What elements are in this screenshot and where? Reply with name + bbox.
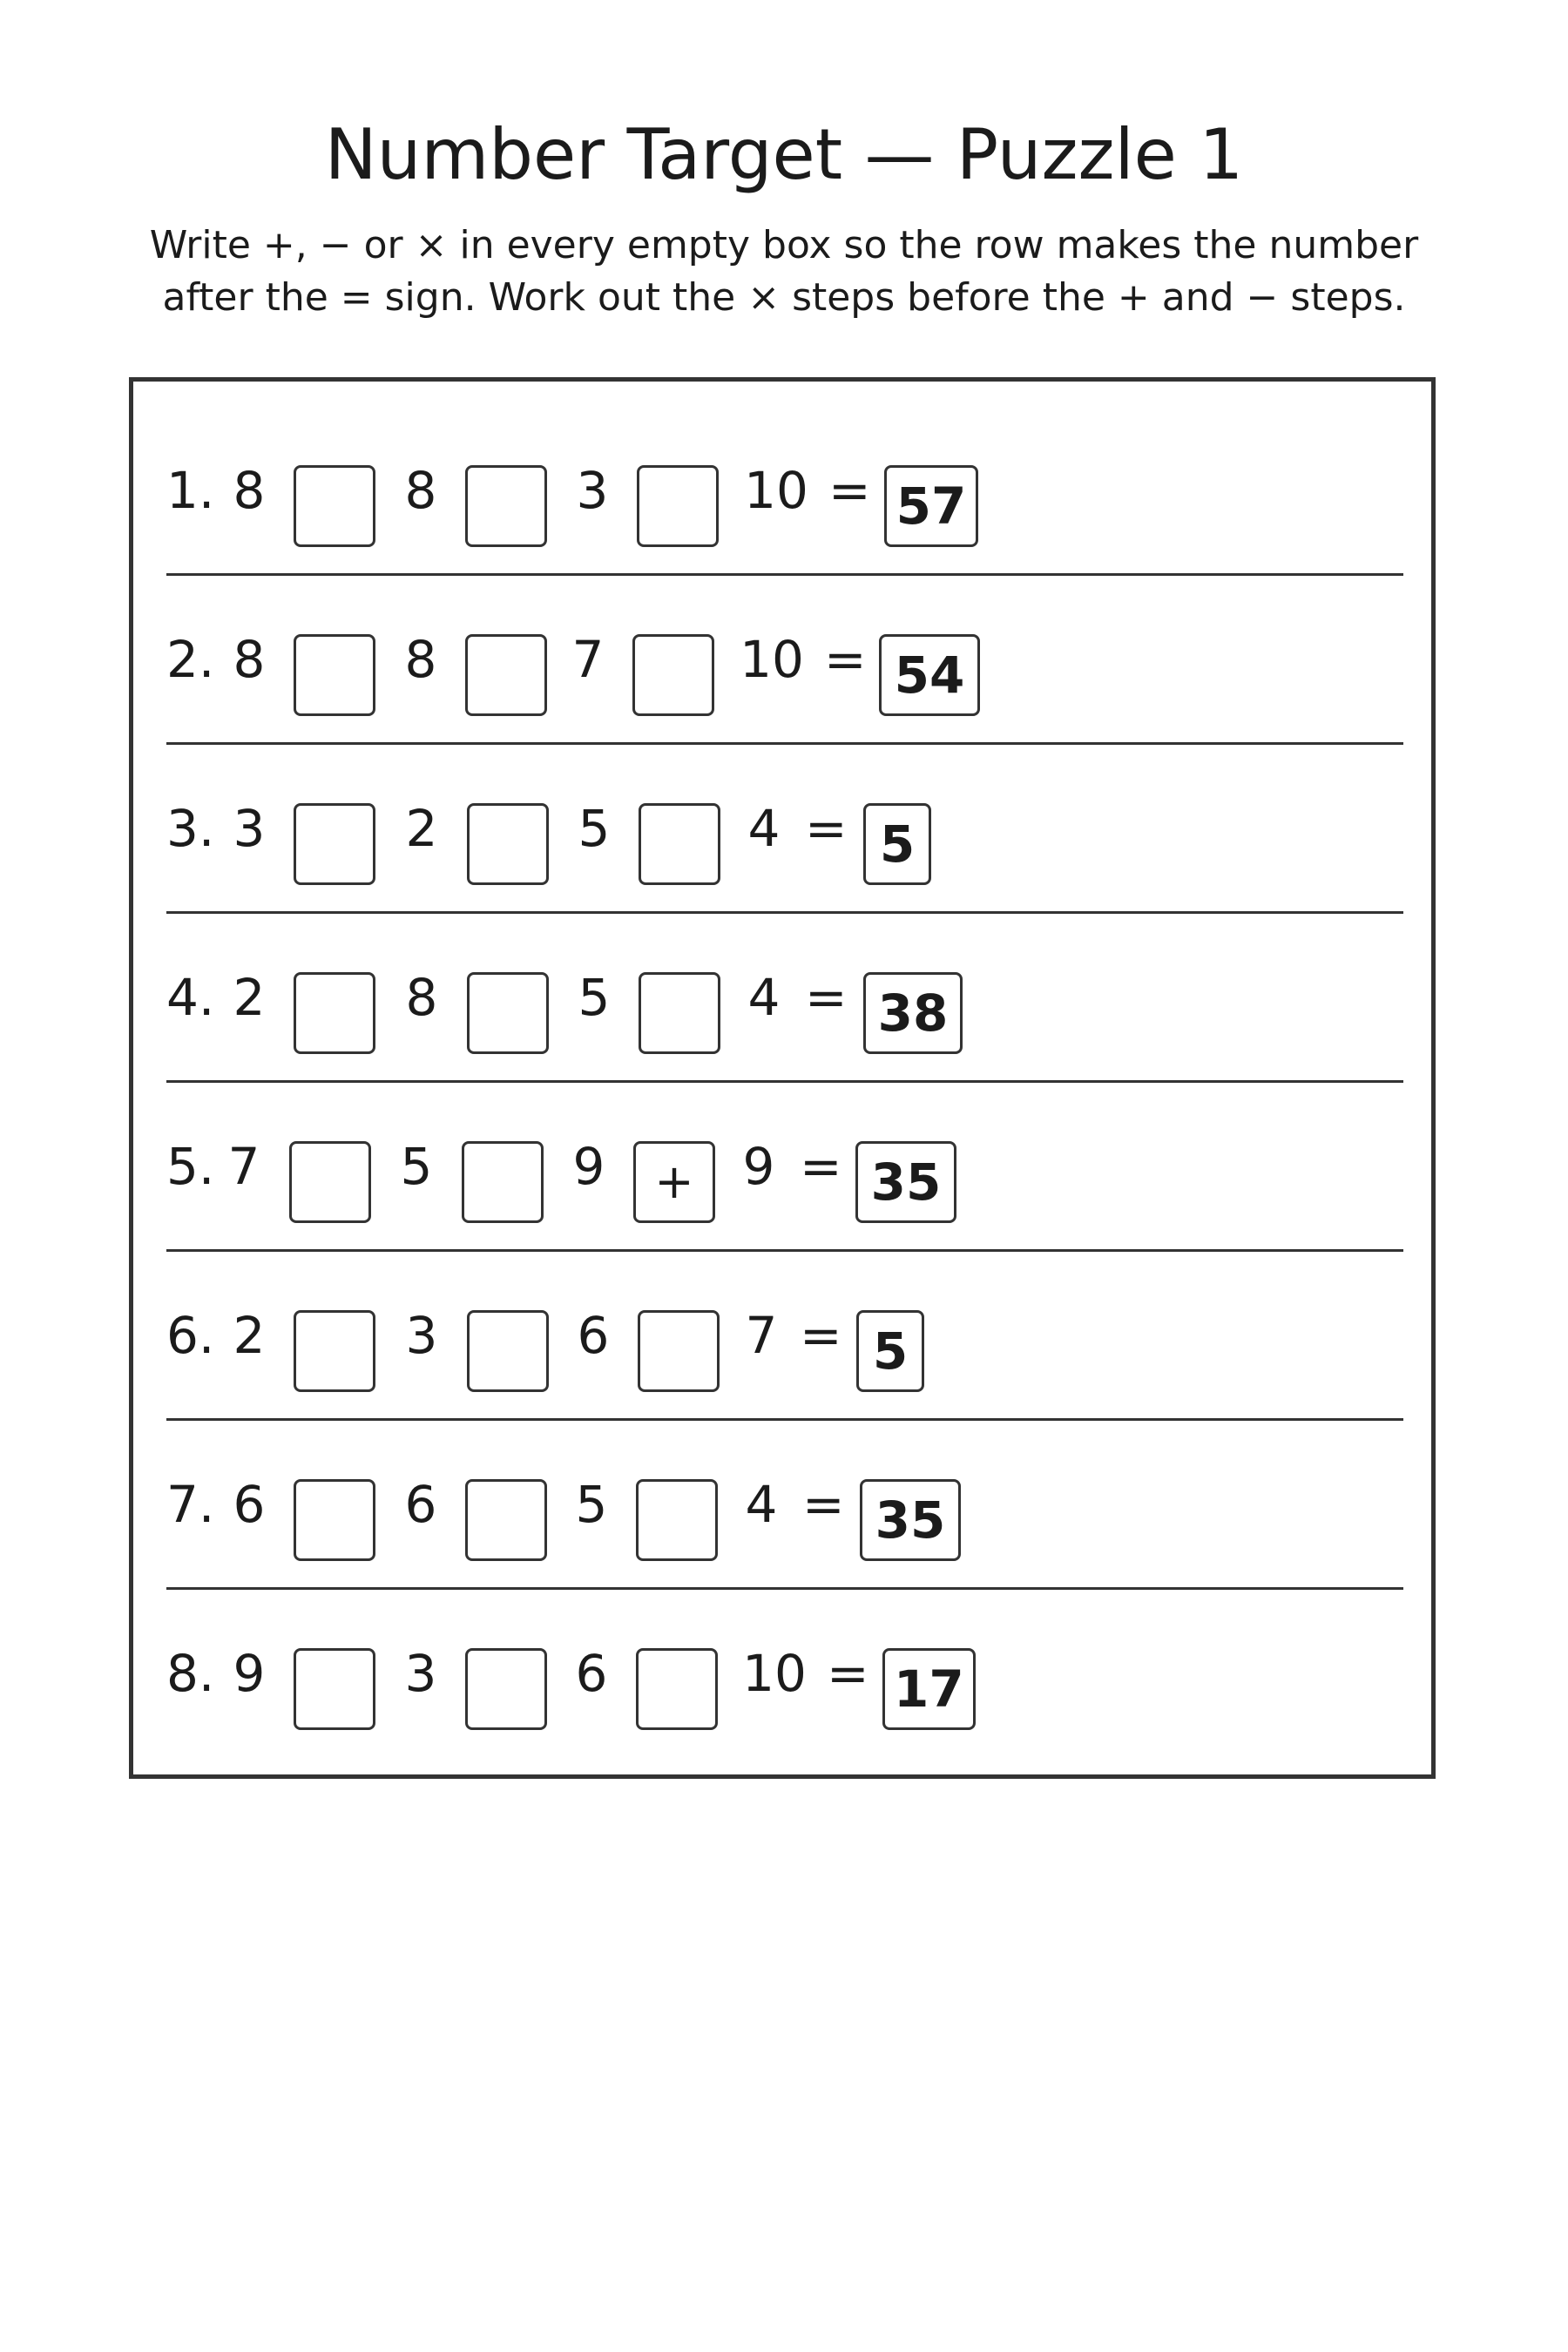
equals-sign: = <box>827 1644 869 1703</box>
operator-box-2[interactable] <box>465 465 547 547</box>
equals-sign: = <box>828 461 871 520</box>
equals-sign: = <box>800 1306 842 1365</box>
operator-box-1[interactable] <box>294 803 375 885</box>
row-label: 7. <box>166 1475 215 1534</box>
equals-sign: = <box>824 630 867 689</box>
operator-box-3[interactable]: + <box>633 1141 715 1223</box>
row-label: 5. <box>166 1137 215 1196</box>
operand-1: 3 <box>233 799 266 858</box>
operand-1: 2 <box>233 1306 266 1365</box>
operand-4: 4 <box>747 968 781 1027</box>
target-number: 5 <box>856 1310 924 1392</box>
operator-box-2[interactable] <box>467 1310 549 1392</box>
puzzle-row-2 <box>166 575 1403 744</box>
operator-box-1[interactable] <box>294 1310 375 1392</box>
operator-box-2[interactable] <box>462 1141 544 1223</box>
puzzle-row-7 <box>166 1420 1403 1589</box>
operator-box-3[interactable] <box>638 1310 720 1392</box>
operator-box-2[interactable] <box>467 803 549 885</box>
equals-sign: = <box>805 968 848 1027</box>
operand-2: 3 <box>405 1306 438 1365</box>
operand-2: 6 <box>404 1475 437 1534</box>
operand-1: 9 <box>233 1644 266 1703</box>
target-number: 5 <box>863 803 931 885</box>
operand-4: 10 <box>744 461 808 520</box>
row-label: 1. <box>166 461 215 520</box>
operator-box-1[interactable] <box>294 1648 375 1730</box>
operand-3: 5 <box>578 799 611 858</box>
operand-3: 6 <box>577 1306 610 1365</box>
operator-box-2[interactable] <box>467 972 549 1054</box>
operand-3: 5 <box>575 1475 608 1534</box>
target-number: 17 <box>882 1648 976 1730</box>
operand-3: 9 <box>572 1137 605 1196</box>
operator-box-1[interactable] <box>294 465 375 547</box>
puzzle-row-4 <box>166 913 1403 1082</box>
operator-box-2[interactable] <box>465 1479 547 1561</box>
operand-3: 6 <box>575 1644 608 1703</box>
row-label: 2. <box>166 630 215 689</box>
row-label: 3. <box>166 799 215 858</box>
equals-sign: = <box>805 799 848 858</box>
operator-box-1[interactable] <box>289 1141 371 1223</box>
equals-sign: = <box>802 1475 845 1534</box>
page-title: Number Target — Puzzle 1 <box>324 114 1244 195</box>
operand-1: 8 <box>233 630 266 689</box>
target-number: 54 <box>879 634 980 716</box>
operator-box-3[interactable] <box>639 803 720 885</box>
operand-1: 8 <box>233 461 266 520</box>
operator-box-1[interactable] <box>294 972 375 1054</box>
operand-2: 5 <box>400 1137 433 1196</box>
puzzle-row-6 <box>166 1251 1403 1420</box>
operand-2: 8 <box>404 630 437 689</box>
operand-4: 4 <box>745 1475 778 1534</box>
puzzle-row-8 <box>166 1589 1403 1758</box>
target-number: 35 <box>855 1141 956 1223</box>
operator-box-2[interactable] <box>465 634 547 716</box>
operand-3: 3 <box>576 461 609 520</box>
puzzle-row-3 <box>166 744 1403 913</box>
equals-sign: = <box>800 1137 842 1196</box>
row-label: 8. <box>166 1644 215 1703</box>
operator-box-2[interactable] <box>465 1648 547 1730</box>
instructions <box>0 220 1568 324</box>
target-number: 35 <box>860 1479 961 1561</box>
instructions-line-1: Write +, − or × in every empty box so the row makes the number <box>149 223 1419 267</box>
operator-box-1[interactable] <box>294 634 375 716</box>
operator-box-3[interactable] <box>632 634 714 716</box>
operand-2: 3 <box>404 1644 437 1703</box>
operator-box-3[interactable] <box>636 1648 718 1730</box>
operand-4: 10 <box>742 1644 807 1703</box>
target-number: 57 <box>884 465 978 547</box>
operand-4: 9 <box>742 1137 775 1196</box>
operand-1: 2 <box>233 968 266 1027</box>
operator-box-3[interactable] <box>637 465 719 547</box>
puzzle-row-1 <box>166 406 1403 575</box>
operand-4: 4 <box>747 799 781 858</box>
operator-box-3[interactable] <box>636 1479 718 1561</box>
instructions-line-2: after the = sign. Work out the × steps before the + and − steps. <box>162 275 1406 320</box>
operand-4: 10 <box>740 630 804 689</box>
operand-1: 6 <box>233 1475 266 1534</box>
row-label: 6. <box>166 1306 215 1365</box>
operand-3: 5 <box>578 968 611 1027</box>
operand-3: 7 <box>571 630 605 689</box>
operand-2: 2 <box>405 799 438 858</box>
operand-1: 7 <box>227 1137 260 1196</box>
puzzle-row-5 <box>166 1082 1403 1251</box>
operand-2: 8 <box>405 968 438 1027</box>
operator-box-1[interactable] <box>294 1479 375 1561</box>
row-label: 4. <box>166 968 215 1027</box>
operand-2: 8 <box>404 461 437 520</box>
operand-4: 7 <box>745 1306 778 1365</box>
operator-box-3[interactable] <box>639 972 720 1054</box>
target-number: 38 <box>863 972 963 1054</box>
